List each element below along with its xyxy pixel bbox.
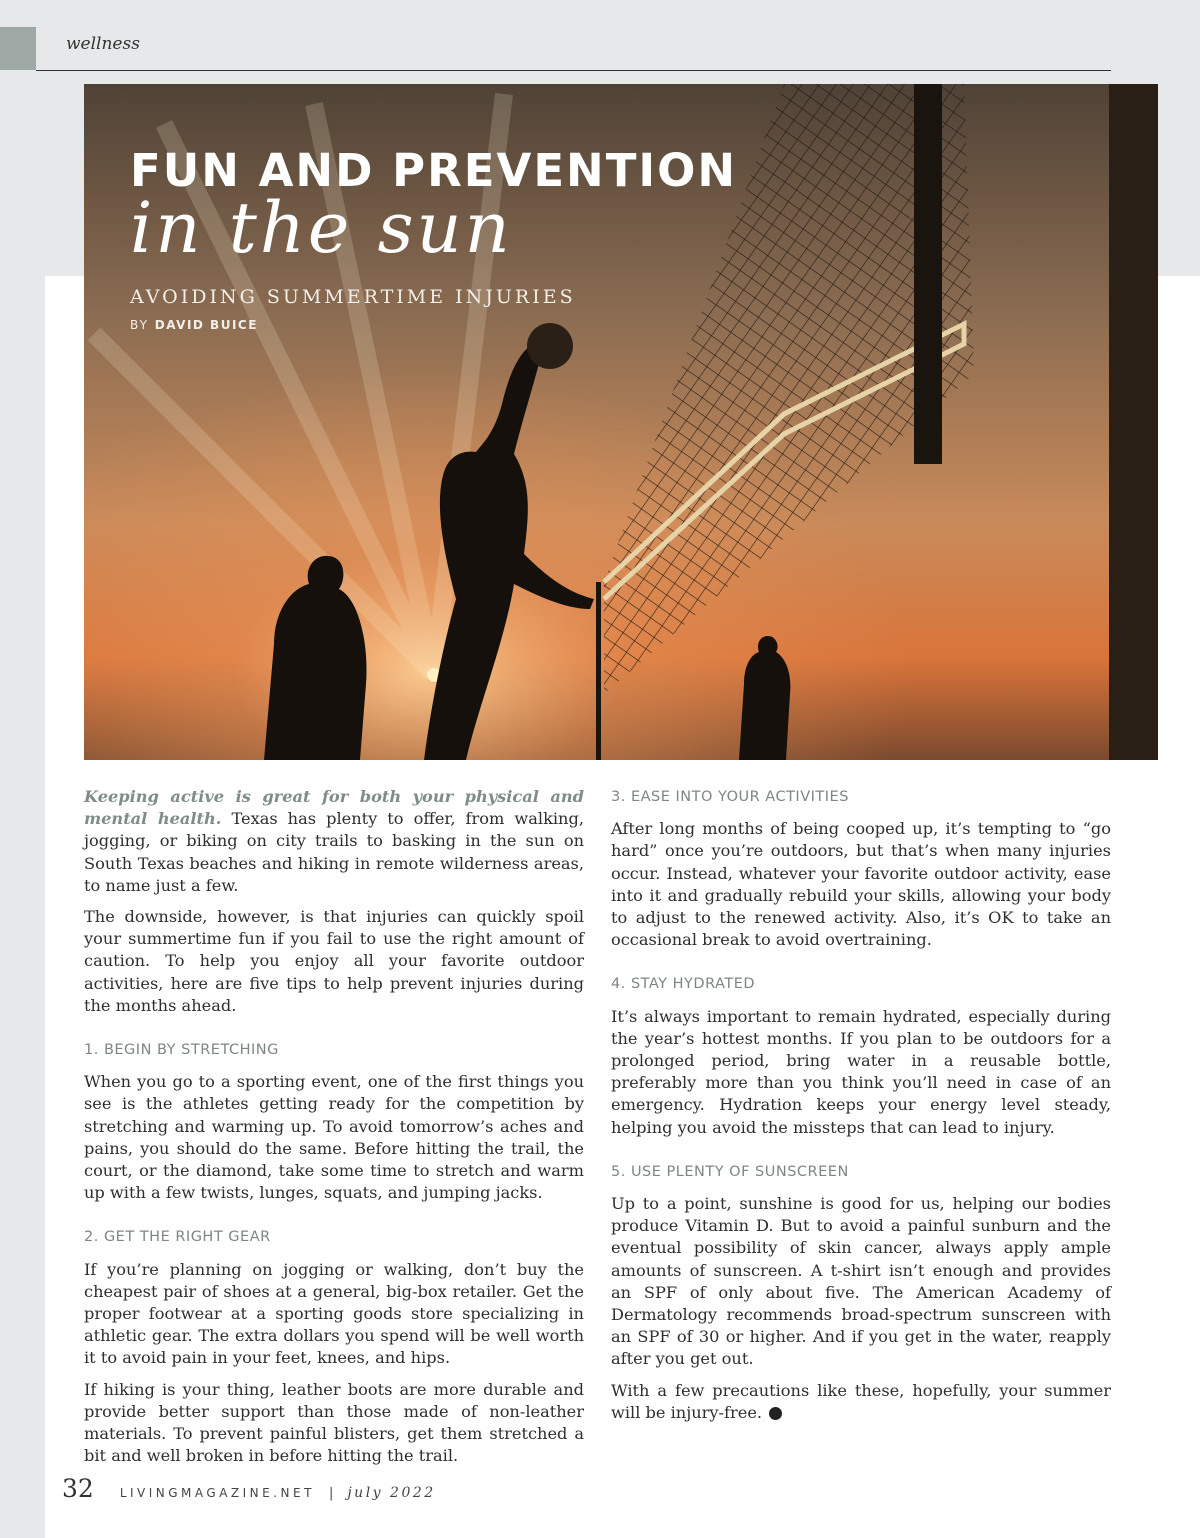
article-column-left bbox=[84, 786, 584, 1476]
section-tab bbox=[0, 27, 36, 70]
closing-text: With a few precautions like these, hopefully, your summer will be injury-free. bbox=[611, 1380, 1111, 1422]
right-margin-band bbox=[1158, 0, 1200, 276]
tip-5-paragraph-1: Up to a point, sunshine is good for us, helping our bodies produce Vitamin D. But to avoid a painful sunburn and the eventual possibility of skin cancer, always apply ample amounts of sunscreen. A t-shirt isn’t enough and provides an SPF of only about five. The American Academy of Dermatology recommends broad-spectrum sunscreen with an SPF of 30 or higher. And if you get in the water, reapply after you get out. bbox=[611, 1194, 1111, 1369]
end-mark-icon bbox=[769, 1407, 782, 1420]
article-subtitle: AVOIDING SUMMERTIME INJURIES bbox=[130, 286, 576, 308]
tip-2-paragraph-1: If you’re planning on jogging or walking, don’t buy the cheapest pair of shoes at a general, big-box retailer. Get the proper footwear at a sporting goods store specializing in athletic gear. The extra dollars you spend will be well worth it to avoid pain in your feet, knees, and hips. bbox=[84, 1259, 584, 1368]
closing-paragraph bbox=[611, 1380, 1111, 1424]
website-name: LIVINGMAGAZINE.NET bbox=[119, 1486, 315, 1500]
intro-text: Texas has plenty to offer, from walking, jogging, or biking on city trails to basking in the sun on South Texas beaches and hiking in remote wilderness areas, to name just a few. bbox=[84, 809, 584, 895]
byline bbox=[130, 318, 737, 332]
header-rule bbox=[36, 70, 1111, 71]
footer-separator: | bbox=[328, 1486, 334, 1501]
title-line-1: FUN AND PREVENTION bbox=[130, 144, 738, 197]
page-number: 32 bbox=[62, 1474, 94, 1503]
byline-prefix: BY bbox=[130, 318, 149, 332]
tip-heading-2: 2. GET THE RIGHT GEAR bbox=[84, 1229, 271, 1246]
author-name: DAVID BUICE bbox=[154, 318, 258, 332]
section-label: wellness bbox=[66, 34, 140, 54]
hero-photo bbox=[84, 84, 1158, 760]
tip-3-paragraph: After long months of being cooped up, it’s tempting to “go hard” once you’re outdoors, but that’s when many injuries occur. Instead, whatever your favorite outdoor activity, ease into it and gradually rebuild your skills, allowing your body to adjust to the renewed activity. Also, it’s OK to take an occasional break to avoid overtraining. bbox=[611, 819, 1111, 950]
page-footer bbox=[62, 1474, 436, 1504]
article-column-right bbox=[611, 786, 1111, 1433]
tip-4-paragraph: It’s always important to remain hydrated, especially during the year’s hottest months. If you plan to be outdoors for a prolonged period, bring water in a reusable bottle, preferably more than you think you’ll need in case of an emergency. Hydration keeps your energy level steady, helping you avoid the missteps that can lead to injury. bbox=[611, 1006, 1111, 1137]
tip-1-paragraph: When you go to a sporting event, one of the first things you see is the athletes getting ready for the competition by stretching and warming up. To avoid tomorrow’s aches and pains, you should do the same. Before hitting the trail, the court, or the diamond, take some time to stretch and warm up with a few twists, lunges, squats, and jumping jacks. bbox=[84, 1072, 584, 1203]
intro-paragraph-1 bbox=[84, 786, 584, 897]
hero-title-block bbox=[130, 146, 737, 332]
tip-2-paragraph-2: If hiking is your thing, leather boots are more durable and provide better support than those made of non-leather materials. To prevent painful blisters, get them stretched a bit and well broken in before hitting the trail. bbox=[84, 1379, 584, 1466]
left-margin-band bbox=[0, 0, 45, 1538]
tip-heading-3: 3. EASE INTO YOUR ACTIVITIES bbox=[611, 789, 849, 805]
title-line-2: in the sun bbox=[130, 187, 513, 269]
issue-date: july 2022 bbox=[347, 1485, 436, 1501]
lead-in: Keeping active is great for both your physical and mental health. bbox=[84, 787, 584, 829]
tip-heading-5: 5. USE PLENTY OF SUNSCREEN bbox=[611, 1163, 849, 1180]
tip-heading-1: 1. BEGIN BY STRETCHING bbox=[84, 1042, 279, 1059]
tip-heading-4: 4. STAY HYDRATED bbox=[611, 976, 756, 993]
intro-paragraph-2: The downside, however, is that injuries can quickly spoil your summertime fun if you fail to use the right amount of caution. To help you enjoy all your favorite outdoor activities, here are five tips to help prevent injuries during the months ahead. bbox=[84, 907, 584, 1015]
